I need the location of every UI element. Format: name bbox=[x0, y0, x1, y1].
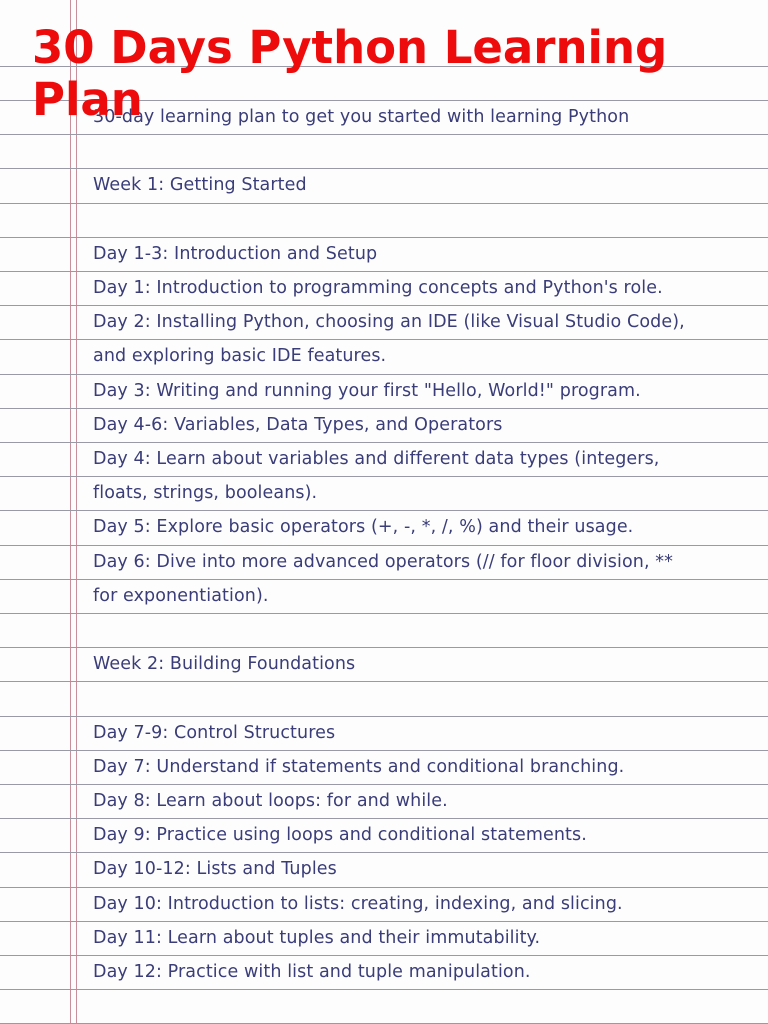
ruled-line bbox=[0, 613, 768, 614]
ruled-line bbox=[0, 237, 768, 238]
note-line: Day 1-3: Introduction and Setup bbox=[93, 244, 378, 264]
margin-line-right bbox=[76, 0, 77, 1024]
note-line: and exploring basic IDE features. bbox=[93, 346, 387, 366]
note-line: Day 3: Writing and running your first "Hello, World!" program. bbox=[93, 381, 641, 401]
ruled-line bbox=[0, 818, 768, 819]
ruled-line bbox=[0, 921, 768, 922]
ruled-line bbox=[0, 442, 768, 443]
ruled-line bbox=[0, 203, 768, 204]
note-line: Day 7-9: Control Structures bbox=[93, 723, 336, 743]
ruled-line bbox=[0, 510, 768, 511]
ruled-line bbox=[0, 305, 768, 306]
note-line: for exponentiation). bbox=[93, 586, 269, 606]
ruled-line bbox=[0, 545, 768, 546]
ruled-line bbox=[0, 579, 768, 580]
margin-line-left bbox=[70, 0, 71, 1024]
note-line: Day 11: Learn about tuples and their immutability. bbox=[93, 928, 541, 948]
note-line: 30-day learning plan to get you started with learning Python bbox=[93, 107, 630, 127]
note-line: Day 8: Learn about loops: for and while. bbox=[93, 791, 448, 811]
ruled-line bbox=[0, 887, 768, 888]
ruled-line bbox=[0, 750, 768, 751]
note-line: Week 2: Building Foundations bbox=[93, 654, 356, 674]
note-line: Day 4: Learn about variables and different data types (integers, bbox=[93, 449, 660, 469]
page-title: 30 Days Python Learning Plan bbox=[32, 21, 668, 126]
ruled-line bbox=[0, 955, 768, 956]
ruled-line bbox=[0, 271, 768, 272]
ruled-line bbox=[0, 989, 768, 990]
note-line: Day 10: Introduction to lists: creating, indexing, and slicing. bbox=[93, 894, 623, 914]
note-line: Day 12: Practice with list and tuple manipulation. bbox=[93, 962, 531, 982]
ruled-line bbox=[0, 716, 768, 717]
note-line: Day 7: Understand if statements and conditional branching. bbox=[93, 757, 625, 777]
ruled-line bbox=[0, 168, 768, 169]
note-line: Day 5: Explore basic operators (+, -, *, /, %) and their usage. bbox=[93, 517, 634, 537]
note-line: Day 6: Dive into more advanced operators (// for floor division, ** bbox=[93, 552, 674, 572]
ruled-line bbox=[0, 476, 768, 477]
ruled-line bbox=[0, 134, 768, 135]
note-line: Week 1: Getting Started bbox=[93, 175, 307, 195]
note-line: Day 2: Installing Python, choosing an IDE (like Visual Studio Code), bbox=[93, 312, 685, 332]
ruled-line bbox=[0, 852, 768, 853]
ruled-line bbox=[0, 339, 768, 340]
note-line: Day 4-6: Variables, Data Types, and Operators bbox=[93, 415, 503, 435]
note-line: floats, strings, booleans). bbox=[93, 483, 318, 503]
ruled-line bbox=[0, 784, 768, 785]
ruled-line bbox=[0, 647, 768, 648]
ruled-line bbox=[0, 408, 768, 409]
note-line: Day 1: Introduction to programming concepts and Python's role. bbox=[93, 278, 663, 298]
ruled-line bbox=[0, 681, 768, 682]
ruled-line bbox=[0, 374, 768, 375]
note-line: Day 10-12: Lists and Tuples bbox=[93, 859, 337, 879]
note-line: Day 9: Practice using loops and conditional statements. bbox=[93, 825, 587, 845]
